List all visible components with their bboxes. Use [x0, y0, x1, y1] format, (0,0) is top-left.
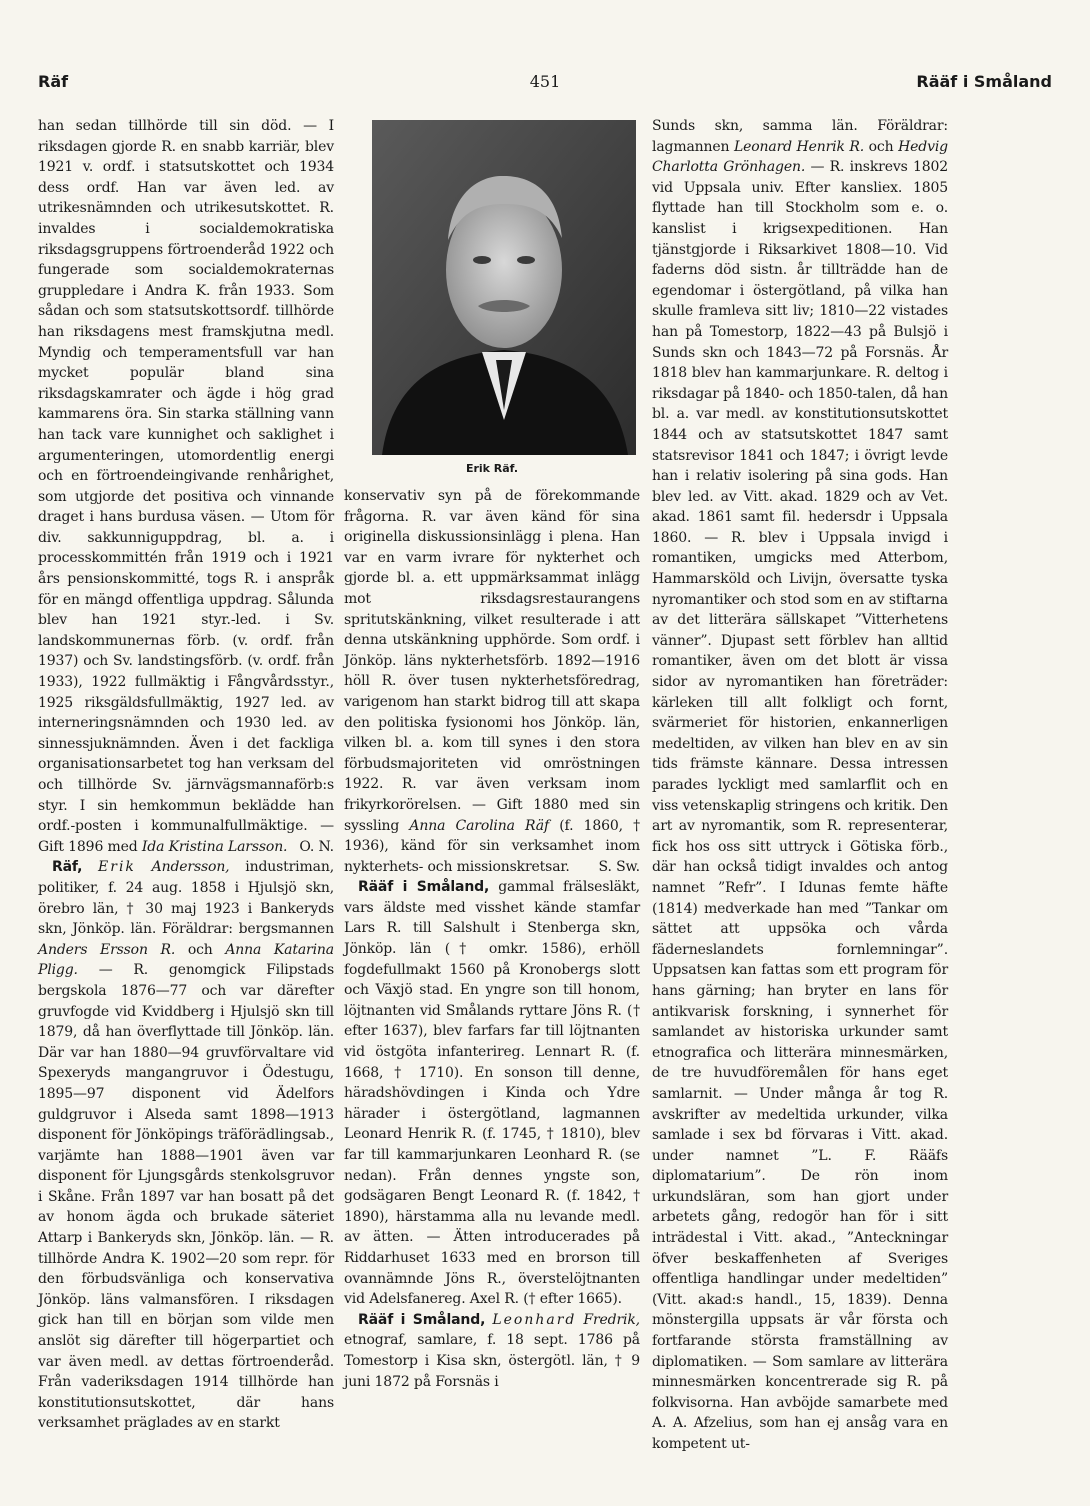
paragraph-1: han sedan tillhörde till sin död. — I riksdagen gjorde R. en snabb karriär, blev 1921 v. ordf. i statsutskottet och 1934 dess ordf. Han var även led. av utrikesnämnden och utrikesutskottet. R. invaldes i socialdemokratiska riksdagsgruppens förtroenderåd 1922 och fungerade som socialdemokraternas gruppledare i Andra K. från 1933. Som sådan och som statsutskottsordf. tillhörde han riksdagens mest framskjutna medl. Myndig och temperamentsfull var han mycket populär bland sina riksdagskamrater och ägde i hög grad kammarens öra. Sin starka ställning vann han tack vare kunnighet och saklighet i argumenteringen, utomordentlig energi och en förtroendeingivande renhårighet, som utgjorde det positiva och vinnande draget i hans burdusa väsen. — Utom för div. sakkunniguppdrag, bl. a. i processkommittén från 1919 och i 1921 års pensionskommitté, togs R. i anspråk för en mängd offentliga uppdrag. Sålunda blev han 1921 styr.-led. i Sv. landskommunernas förb. (v. ordf. från 1937) och Sv. landstingsförb. (v. ordf. från 1933), 1922 fullmäktig i Fångvårdsstyr., 1925 riksgäldsfullmäktig, 1927 led. av interneringsnämnden och 1930 led. av sinnessjuknämnden. Även i det fackliga organisationsarbetet tog han verksam del och tillhörde Sv. järnvägsmannaförb:s styr. I sin hemkommun beklädde han ordf.-posten i kommunalfullmäktige. — Gift 1896 med Ida Kristina Larsson. O. N.	[38, 116, 334, 857]
paragraph-continued: konservativ syn på de förekommande frågorna. R. var även känd för sina originella diskussionsinlägg i plena. Han var en varm ivrare för nykterhet och gjorde bl. a. ett uppmärksammat inlägg mot riksdagsrestaurangens spritutskänkning, vilket resulterade i att denna utskänkning upphörde. Som ordf. i Jönköp. läns nykterhetsförb. 1892—1916 höll R. över tusen nykterhetsföredrag, varigenom han starkt bidrog till att skapa den politiska fysionomi hos Jönköp. län, vilken bl. a. kom till synes i den stora förbudsmajoriteten vid omröstningen 1922. R. var även verksam inom frikyrkorörelsen. — Gift 1880 med sin syssling Anna Carolina Räf (f. 1860, † 1936), känd för sin verksamhet inom nykterhets- och missionskretsar. S. Sw.	[344, 486, 640, 877]
column-3	[652, 116, 948, 1455]
entry-erik-raf: Räf, Erik Andersson, industriman, politiker, f. 24 aug. 1858 i Hjulsjö skn, örebro län, † 30 maj 1923 i Bankeryds skn, Jönköp. län. Föräldrar: bergsmannen Anders Ersson R. och Anna Katarina Pligg. — R. genomgick Filipstads bergskola 1876—77 och var därefter gruvfogde vid Kviddberg i Hjulsjö skn till 1879, då han överflyttade till Jönköp. län. Där var han 1880—94 gruvförvaltare vid Spexeryds mangangruvor i Ödestugu, 1895—97 disponent vid Ädelfors guldgruvor i Alseda samt 1898—1913 disponent för Jönköpings träförädlingsab., varjämte han 1888—1901 även var disponent för Ljungsgårds stenkolsgruvor i Skåne. Från 1897 var han bosatt på det av honom ägda och brukade säteriet Attarp i Bankeryds skn, Jönköp. län. — R. tillhörde Andra K. 1902—20 som repr. för den förbudsvänliga och konservativa Jönköp. läns valmansfören. I riksdagen gick han till en början som vilde men anslöt sig därefter till högerpartiet och var även medl. av dettas förtroenderåd. Från vaderiksdagen 1914 tillhörde han konstitutionsutskottet, där hans verksamhet präglades av en starkt	[38, 859, 334, 1432]
author-signature: O. N.	[299, 838, 334, 855]
header-right: Rääf i Småland	[916, 72, 1052, 91]
page-number: 451	[529, 72, 561, 91]
entry-firstname: Leonhard	[492, 1311, 577, 1328]
running-header	[38, 72, 1052, 98]
entry-title: Rääf i Småland,	[358, 1311, 486, 1328]
column-2	[344, 116, 640, 1392]
entry-title: Rääf i Småland,	[358, 879, 490, 896]
column-1	[38, 116, 334, 1434]
header-left: Räf	[38, 72, 69, 91]
entry-firstname: Erik	[98, 859, 136, 876]
photo-caption: Erik Räf.	[465, 462, 519, 475]
paragraph-continued: Sunds skn, samma län. Föräldrar: lagmannen Leonard Henrik R. och Hedvig Charlotta Grönhagen. — R. inskrevs 1802 vid Uppsala univ. Efter kansliex. 1805 flyttade han till Stockholm som e. o. kanslist i krigsexpeditionen. Han tjänstgjorde i Riksarkivet 1808—10. Vid faderns död sistn. år tillträdde han de egendomar i östergötland, på vilka han skulle framleva sitt liv; 1810—22 vistades han på Tomestorp, 1822—43 på Bulsjö i Sunds skn och 1843—72 på Forsnäs. År 1818 blev han kammarjunkare. R. deltog i riksdagar på 1840- och 1850-talen, då han bl. a. var medl. av konstitutionsutskottet 1844 och av statsutskottet 1847 samt statsrevisor 1841 och 1847; i övrigt levde han i relativ isolering på sina gods. Han blev led. av Vitt. akad. 1829 och av Vet. akad. 1861 samt fil. hedersdr i Uppsala 1860. — R. blev i Uppsala invigd i romantiken, umgicks med Atterbom, Hammarsköld och Livijn, översatte tyska nyromantiker och stod som en av stiftarna av det litterära sällskapet ”Vitterhetens vänner”. Djupast sett förblev han alltid romantiker, även om det blott är vissa sidor av nyromantiken han företräder: kärleken till allt folkligt och fornt, svärmeriet för historien, enkannerligen medeltiden, av vilken han blev en av sin tids främste kännare. Dessa intressen parades lyckligt med samlarflit och en viss vetenskaplig stringens och kritik. Den art av nyromantik, som R. representerar, fick hos oss sitt uttryck i Götiska förb., där han också tidigt invaldes och antog namnet ”Refr”. I Idunas femte häfte (1814) medverkade han med ”Tankar om sättet att uppsöka och vårda fäderneslandets fornlemningar”. Uppsatsen kan fattas som ett program för hans gärning; han bryter en lans för antikvarisk forskning, i synnerhet för samlandet av historiska urkunder samt etnografica och litterära minnesmärken, de tre huvudföremålen för hans eget samlarnit. — Under många år tog R. avskrifter av medeltida urkunder, vilka samlade i sex bd förvaras i Vitt. akad. under namnet ”L. F. Rääfs diplomatarium”. De rön inom urkundsläran, som han gjort under arbetets gång, redogör han för i sitt inträdestal i Vitt. akad., ”Anteckningar öfver beskaffenheten af Sveriges offentliga handlingar under medeltiden” (Vitt. akad:s handl., 15, 1839). Denna mönstergilla uppsats är vår första och fortfarande största framställning av diplomatiken. — Som samlare av litterära minnesmärken koncentrerade sig R. på folkvisorna. Han avböjde samarbete med A. A. Afzelius, som han ej ansåg vara en kompetent ut-	[652, 118, 948, 1452]
entry-raaf-family: Rääf i Småland, gammal frälsesläkt, vars äldste med visshet kände stamfar Lars R. till Salshult i Stenberga skn, Jönköp. län († omkr. 1586), erhöll fogdefullmakt 1560 på Kronobergs slott och Växjö stad. En yngre son till honom, löjtnanten vid Smålands ryttare Jöns R. († efter 1637), blev farfars far till löjtnanten vid östgöta infanterireg. Lennart R. (f. 1668, † 1710). En sonson till denne, häradshövdingen i Kinda och Ydre härader i östergötland, lagmannen Leonard Henrik R. (f. 1745, † 1810), blev far till kammarjunkaren Leonhard R. (se nedan). Från dennes yngste son, godsägaren Bengt Leonard R. (f. 1842, † 1890), härstamma alla nu levande medl. av ätten. — Ätten introducerades på Riddarhuset 1633 med en brorson till ovannämnde Jöns R., överstelöjtnanten vid Adelsfanereg. Axel R. († efter 1665).	[344, 879, 640, 1308]
entry-leonhard-raaf: Rääf i Småland, Leonhard Fredrik, etnograf, samlare, f. 18 sept. 1786 på Tomestorp i Kisa skn, östergötl. län, † 9 juni 1872 på Forsnäs i	[344, 1311, 640, 1390]
author-signature: S. Sw.	[598, 858, 640, 875]
entry-title: Räf,	[52, 859, 83, 876]
spouse-name: Ida Kristina Larsson.	[141, 838, 288, 855]
